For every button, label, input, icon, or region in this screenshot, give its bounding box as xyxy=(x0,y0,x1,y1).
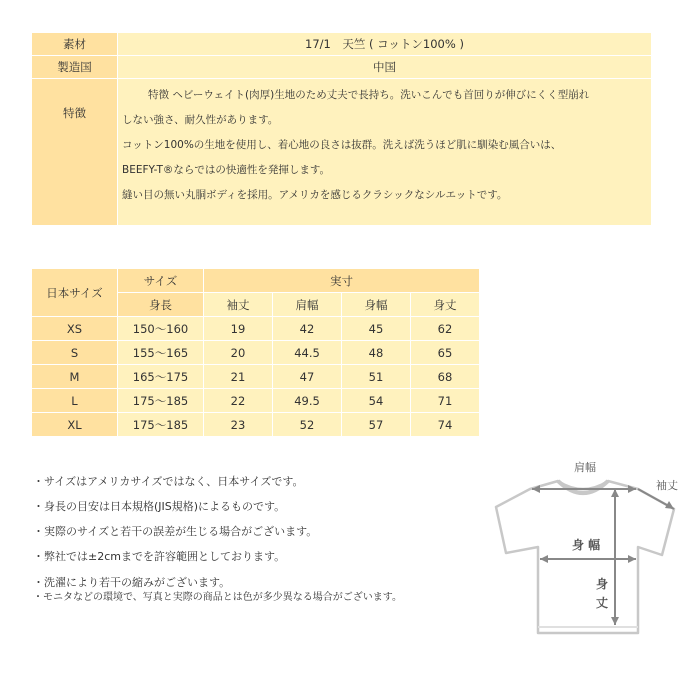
size-cell: M xyxy=(32,365,118,389)
size-table xyxy=(31,268,480,437)
shoulder-cell: 42 xyxy=(273,317,342,341)
features-line: BEEFY-T®ならではの快適性を発揮します。 xyxy=(122,164,330,176)
note-item: ・サイズはアメリカサイズではなく、日本サイズです。 xyxy=(33,475,304,488)
shoulder-label: 肩幅 xyxy=(574,461,596,474)
length-label-1: 身 xyxy=(596,577,609,591)
sleeve-cell: 19 xyxy=(204,317,273,341)
note-item: ・身長の目安は日本規格(JIS規格)によるものです。 xyxy=(33,500,286,513)
width-cell: 51 xyxy=(342,365,411,389)
sleeve-cell: 21 xyxy=(204,365,273,389)
features-line: 特徴 ヘビーウェイト(肉厚)生地のため丈夫で長持ち。洗いこんでも首回りが伸びにくく型崩れ xyxy=(148,89,590,101)
height-cell: 165〜175 xyxy=(118,365,204,389)
length-cell: 65 xyxy=(411,341,480,365)
column-header: 身丈 xyxy=(411,293,480,317)
note-item: ・弊社では±2cmまでを許容範囲としております。 xyxy=(33,550,286,563)
height-cell: 150〜160 xyxy=(118,317,204,341)
height-cell: 175〜185 xyxy=(118,413,204,437)
tshirt-outline xyxy=(496,481,674,633)
body-width-label: 身 幅 xyxy=(572,538,601,552)
length-cell: 74 xyxy=(411,413,480,437)
width-cell: 48 xyxy=(342,341,411,365)
features-text xyxy=(118,79,652,226)
table-row xyxy=(32,317,480,341)
width-cell: 45 xyxy=(342,317,411,341)
size-cell: S xyxy=(32,341,118,365)
sleeve-label: 袖丈 xyxy=(656,479,678,492)
column-header: 肩幅 xyxy=(273,293,342,317)
length-cell: 71 xyxy=(411,389,480,413)
material-label: 素材 xyxy=(32,33,118,56)
width-cell: 57 xyxy=(342,413,411,437)
spec-table xyxy=(31,32,652,226)
size-cell: L xyxy=(32,389,118,413)
actual-header: 実寸 xyxy=(204,269,480,293)
material-value: 17/1 天竺 ( コットン100% ) xyxy=(118,33,652,56)
height-cell: 155〜165 xyxy=(118,341,204,365)
sleeve-cell: 22 xyxy=(204,389,273,413)
shoulder-cell: 44.5 xyxy=(273,341,342,365)
features-label: 特徴 xyxy=(32,79,118,226)
size-header: サイズ xyxy=(118,269,204,293)
sleeve-cell: 20 xyxy=(204,341,273,365)
column-header: 身幅 xyxy=(342,293,411,317)
height-cell: 175〜185 xyxy=(118,389,204,413)
shoulder-cell: 47 xyxy=(273,365,342,389)
table-row xyxy=(32,365,480,389)
length-cell: 68 xyxy=(411,365,480,389)
table-row xyxy=(32,413,480,437)
table-row xyxy=(32,389,480,413)
note-item: ・実際のサイズと若干の誤差が生じる場合がございます。 xyxy=(33,525,318,538)
sleeve-cell: 23 xyxy=(204,413,273,437)
size-cell: XS xyxy=(32,317,118,341)
shoulder-cell: 49.5 xyxy=(273,389,342,413)
origin-label: 製造国 xyxy=(32,56,118,79)
length-label-2: 丈 xyxy=(596,596,609,610)
note-item: ・モニタなどの環境で、写真と実際の商品とは色が多少異なる場合がございます。 xyxy=(33,592,402,603)
tshirt-size-diagram xyxy=(488,455,688,645)
column-header: 袖丈 xyxy=(204,293,273,317)
features-line: しない強さ、耐久性があります。 xyxy=(122,114,279,126)
features-line: 縫い目の無い丸胴ボディを採用。アメリカを感じるクラシックなシルエットです。 xyxy=(122,189,508,201)
origin-value: 中国 xyxy=(118,56,652,79)
size-cell: XL xyxy=(32,413,118,437)
column-header: 身長 xyxy=(118,293,204,317)
width-cell: 54 xyxy=(342,389,411,413)
table-row xyxy=(32,341,480,365)
length-cell: 62 xyxy=(411,317,480,341)
japan-size-header: 日本サイズ xyxy=(32,269,118,317)
features-line: コットン100%の生地を使用し、着心地の良さは抜群。洗えば洗うほど肌に馴染む風合いは、 xyxy=(122,139,562,151)
shoulder-cell: 52 xyxy=(273,413,342,437)
note-item: ・洗濯により若干の縮みがございます。 xyxy=(33,576,231,589)
